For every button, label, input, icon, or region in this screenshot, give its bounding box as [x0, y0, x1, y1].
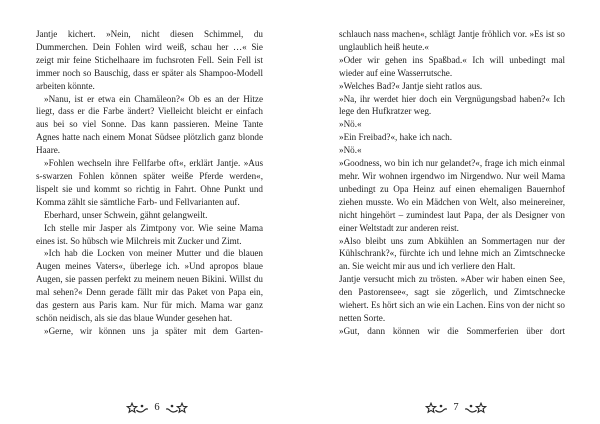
paragraph: Ich stelle mir Jasper als Zimtpony vor. Wie seine Mama eines ist. So hübsch wie Milchreis mit Zucker und Zimt. [36, 222, 263, 246]
right-page [300, 0, 600, 424]
page-number: 6 [154, 402, 160, 413]
star-flourish-icon [166, 402, 188, 414]
right-page-text [339, 28, 565, 338]
page-footer [126, 402, 188, 414]
paragraph: »Nö.« [339, 145, 362, 156]
paragraph: Jantje kichert. »Nein, nicht diesen Schimmel, du Dummerchen. Dein Fohlen wird weiß, schau her …« Sie zeigt mir feine Stichelhaare im fuchsroten Fell. Sein Fell ist immer noch so Bauschig, dass er später als Shampoo-Modell arbeiten könnte. [36, 29, 263, 91]
paragraph: schlauch nass machen«, schlägt Jantje fröhlich vor. »Es ist so unglaublich heiß heute.« [339, 29, 565, 52]
paragraph: »Ich hab die Locken von meiner Mutter und die blauen Augen meines Vaters«, überlege ich. »Und apropos blaue Augen, sie passen perfekt zu meinem neuen Bikini. Willst du mal sehen?« Denn gerade fällt mir das Paket von Papa ein, das gestern aus Paris kam. Nur für mich. Mama war ganz schön neidisch, als sie das blaue Wunder gesehen hat. [36, 248, 263, 323]
paragraph: »Goodness, wo bin ich nur gelandet?«, frage ich mich einmal mehr. Wir wohnen irgendwo im Nirgendwo. Nur weil Mama unbedingt zu Opa Heinz auf einen ehemaligen Bauernhof ziehen musste. Wo ein Mädchen von Welt, also meinereiner, nicht hingehört – zumindest laut Papa, der als Designer von einer Weltstadt zur anderen reist. [339, 158, 565, 233]
star-flourish-icon [425, 402, 447, 414]
paragraph: »Na, ihr werdet hier doch ein Vergnügungsbad haben?« Ich lege den Hufkratzer weg. [339, 93, 565, 117]
paragraph: »Oder wir gehen ins Spaßbad.« Ich will unbedingt mal wieder auf eine Wasserrutsche. [339, 54, 565, 78]
paragraph: »Fohlen wechseln ihre Fellfarbe oft«, erklärt Jantje. »Aus s-swarzen Fohlen können später weiße Pferde werden«, lispelt sie und kommt so richtig in Fahrt. Ohne Punkt und Komma zählt sie sämtliche Farb- und Fellvarianten auf. [36, 158, 263, 207]
star-flourish-icon [465, 402, 487, 414]
page-number: 7 [453, 402, 459, 413]
paragraph: »Gerne, wir können uns ja später mit dem Garten- [44, 325, 263, 336]
paragraph: »Ein Freibad?«, hake ich nach. [339, 132, 453, 143]
star-flourish-icon [126, 402, 148, 414]
paragraph: »Also bleibt uns zum Abkühlen an Sommertagen nur der Kühlschrank?«, fürchte ich und lehne mich an Zimtschnecke an. Sie weicht mir aus und ich verliere den Halt. [339, 235, 565, 272]
paragraph: »Nö.« [339, 119, 362, 130]
left-page-text [36, 28, 263, 338]
paragraph: Jantje versucht mich zu trösten. »Aber wir haben einen See, den Pastorensee«, sagt sie zögerlich, und Zimtschnecke wiehert. Es hört sich an wie ein Lachen. Eins von der nicht so netten Sorte. [339, 274, 565, 323]
paragraph: »Nanu, ist er etwa ein Chamäleon?« Ob es an der Hitze liegt, dass er die Farbe ändert? Vielleicht bleicht er einfach aus bei so viel Sonne. Das kann passieren. Meine Tante Agnes hatte nach einem Monat Südsee plötzlich ganz blonde Haare. [36, 93, 263, 156]
paragraph: »Gut, dann können wir die Sommerferien über dort [339, 325, 565, 336]
paragraph: »Welches Bad?« Jantje sieht ratlos aus. [339, 80, 483, 91]
paragraph: Eberhard, unser Schwein, gähnt gelangweilt. [44, 209, 208, 220]
page-footer [425, 402, 487, 414]
